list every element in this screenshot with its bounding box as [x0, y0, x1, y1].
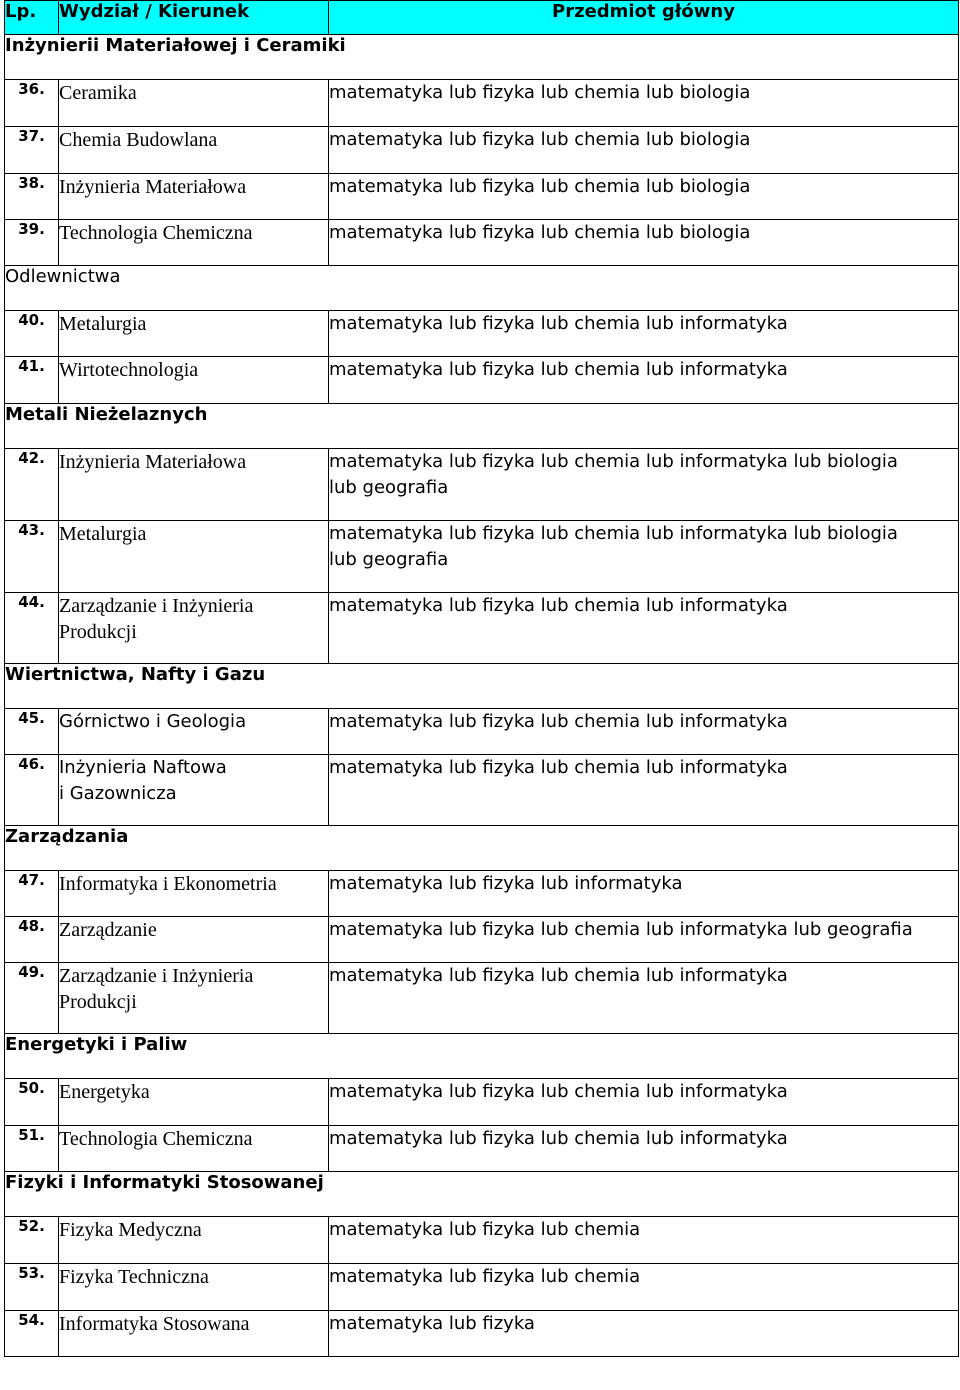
- row-number: 43.: [5, 521, 59, 593]
- table-row: [5, 449, 959, 521]
- row-number: 41.: [5, 357, 59, 404]
- kierunek-cell: [59, 220, 329, 266]
- section-title: Odlewnictwa: [5, 266, 959, 311]
- kierunek-text: Ceramika: [59, 82, 137, 104]
- kierunek-cell: [59, 593, 329, 664]
- section-row: [5, 404, 959, 449]
- przedmiot-text: matematyka lub fizyka lub chemia lub informatyka lub biologia: [329, 523, 898, 544]
- section-row: [5, 1172, 959, 1217]
- przedmiot-cell: [329, 220, 959, 266]
- row-number: 42.: [5, 449, 59, 521]
- section-row: [5, 35, 959, 80]
- kierunek-cell: [59, 1217, 329, 1264]
- przedmiot-cell: [329, 963, 959, 1034]
- table-row: [5, 1126, 959, 1172]
- przedmiot-cell: [329, 1079, 959, 1126]
- kierunek-text: Metalurgia: [59, 313, 147, 335]
- kierunek-text: Informatyka Stosowana: [59, 1313, 250, 1335]
- przedmiot-text: matematyka lub fizyka lub chemia lub biologia: [329, 82, 751, 103]
- przedmiot-cell: [329, 1126, 959, 1172]
- kierunek-cell: [59, 1311, 329, 1357]
- table-row: [5, 755, 959, 826]
- section-title: Fizyki i Informatyki Stosowanej: [5, 1172, 959, 1217]
- przedmiot-cell: [329, 593, 959, 664]
- row-number: 50.: [5, 1079, 59, 1126]
- kierunek-text: Technologia Chemiczna: [59, 1128, 253, 1150]
- row-number: 45.: [5, 709, 59, 755]
- przedmiot-text: matematyka lub fizyka lub chemia lub informatyka: [329, 359, 788, 380]
- przedmiot-cell: [329, 1264, 959, 1311]
- section-title: Metali Nieżelaznych: [5, 404, 959, 449]
- section-row: [5, 826, 959, 871]
- table-body: [5, 35, 959, 1357]
- kierunek-cell: [59, 311, 329, 357]
- kierunek-cell: [59, 871, 329, 917]
- przedmiot-text: matematyka lub fizyka lub informatyka: [329, 873, 683, 894]
- kierunek-cell: [59, 80, 329, 127]
- kierunek-text: Produkcji: [59, 991, 137, 1013]
- row-number: 48.: [5, 917, 59, 963]
- row-number: 47.: [5, 871, 59, 917]
- kierunek-text: i Gazownicza: [59, 783, 177, 804]
- row-number: 38.: [5, 174, 59, 220]
- kierunek-cell: [59, 174, 329, 220]
- row-number: 40.: [5, 311, 59, 357]
- header-lp: Lp.: [5, 1, 59, 35]
- kierunek-cell: [59, 917, 329, 963]
- table-row: [5, 1217, 959, 1264]
- section-title: Zarządzania: [5, 826, 959, 871]
- kierunek-text: Inżynieria Naftowa: [59, 757, 227, 778]
- przedmiot-text: lub geografia: [329, 477, 449, 498]
- kierunek-text: Fizyka Techniczna: [59, 1266, 209, 1288]
- kierunek-text: Fizyka Medyczna: [59, 1219, 202, 1241]
- przedmiot-text: matematyka lub fizyka lub chemia lub biologia: [329, 129, 751, 150]
- section-row: [5, 664, 959, 709]
- przedmiot-text: matematyka lub fizyka lub chemia lub informatyka: [329, 595, 788, 616]
- kierunek-cell: [59, 709, 329, 755]
- przedmiot-cell: [329, 449, 959, 521]
- przedmiot-text: matematyka lub fizyka lub chemia lub biologia: [329, 222, 751, 243]
- table-row: [5, 871, 959, 917]
- przedmiot-cell: [329, 917, 959, 963]
- kierunek-cell: [59, 521, 329, 593]
- row-number: 39.: [5, 220, 59, 266]
- row-number: 36.: [5, 80, 59, 127]
- table-row: [5, 963, 959, 1034]
- kierunek-text: Informatyka i Ekonometria: [59, 873, 277, 895]
- section-title: Energetyki i Paliw: [5, 1034, 959, 1079]
- table-row: [5, 311, 959, 357]
- kierunek-cell: [59, 357, 329, 404]
- table-row: [5, 80, 959, 127]
- row-number: 51.: [5, 1126, 59, 1172]
- kierunek-text: Zarządzanie i Inżynieria: [59, 965, 254, 987]
- programme-table: [4, 0, 959, 1357]
- przedmiot-text: matematyka lub fizyka lub chemia: [329, 1266, 641, 1287]
- row-number: 52.: [5, 1217, 59, 1264]
- table-row: [5, 917, 959, 963]
- kierunek-cell: [59, 127, 329, 174]
- section-title: Inżynierii Materiałowej i Ceramiki: [5, 35, 959, 80]
- table-row: [5, 1311, 959, 1357]
- przedmiot-text: matematyka lub fizyka lub chemia lub informatyka: [329, 313, 788, 334]
- przedmiot-text: matematyka lub fizyka lub chemia: [329, 1219, 641, 1240]
- kierunek-text: Zarządzanie: [59, 919, 157, 941]
- kierunek-cell: [59, 1126, 329, 1172]
- table-row: [5, 220, 959, 266]
- przedmiot-cell: [329, 127, 959, 174]
- table-header-row: [5, 1, 959, 35]
- kierunek-cell: [59, 1079, 329, 1126]
- header-kierunek: Wydział / Kierunek: [59, 1, 329, 35]
- table-row: [5, 127, 959, 174]
- kierunek-cell: [59, 1264, 329, 1311]
- kierunek-text: Technologia Chemiczna: [59, 222, 253, 244]
- row-number: 53.: [5, 1264, 59, 1311]
- section-title: Wiertnictwa, Nafty i Gazu: [5, 664, 959, 709]
- kierunek-text: Metalurgia: [59, 523, 147, 545]
- przedmiot-text: matematyka lub fizyka lub chemia lub informatyka lub geografia: [329, 919, 913, 940]
- header-przedmiot: Przedmiot główny: [329, 1, 959, 35]
- row-number: 44.: [5, 593, 59, 664]
- table-row: [5, 357, 959, 404]
- table-row: [5, 1264, 959, 1311]
- table-row: [5, 521, 959, 593]
- kierunek-cell: [59, 449, 329, 521]
- kierunek-text: Inżynieria Materiałowa: [59, 451, 247, 473]
- przedmiot-cell: [329, 1217, 959, 1264]
- przedmiot-text: matematyka lub fizyka: [329, 1313, 535, 1334]
- przedmiot-text: lub geografia: [329, 549, 449, 570]
- kierunek-text: Górnictwo i Geologia: [59, 711, 247, 732]
- przedmiot-cell: [329, 1311, 959, 1357]
- section-row: [5, 1034, 959, 1079]
- przedmiot-text: matematyka lub fizyka lub chemia lub informatyka lub biologia: [329, 451, 898, 472]
- przedmiot-text: matematyka lub fizyka lub chemia lub informatyka: [329, 965, 788, 986]
- row-number: 54.: [5, 1311, 59, 1357]
- row-number: 49.: [5, 963, 59, 1034]
- przedmiot-text: matematyka lub fizyka lub chemia lub informatyka: [329, 711, 788, 732]
- row-number: 46.: [5, 755, 59, 826]
- przedmiot-cell: [329, 871, 959, 917]
- przedmiot-text: matematyka lub fizyka lub chemia lub informatyka: [329, 1128, 788, 1149]
- kierunek-text: Energetyka: [59, 1081, 150, 1103]
- kierunek-text: Chemia Budowlana: [59, 129, 218, 151]
- table-row: [5, 593, 959, 664]
- section-row: [5, 266, 959, 311]
- table-row: [5, 174, 959, 220]
- przedmiot-cell: [329, 174, 959, 220]
- przedmiot-cell: [329, 311, 959, 357]
- przedmiot-cell: [329, 357, 959, 404]
- przedmiot-text: matematyka lub fizyka lub chemia lub informatyka: [329, 757, 788, 778]
- kierunek-text: Zarządzanie i Inżynieria: [59, 595, 254, 617]
- przedmiot-cell: [329, 709, 959, 755]
- kierunek-text: Wirtotechnologia: [59, 359, 199, 381]
- kierunek-cell: [59, 755, 329, 826]
- przedmiot-text: matematyka lub fizyka lub chemia lub informatyka: [329, 1081, 788, 1102]
- row-number: 37.: [5, 127, 59, 174]
- przedmiot-cell: [329, 521, 959, 593]
- table-row: [5, 709, 959, 755]
- przedmiot-text: matematyka lub fizyka lub chemia lub biologia: [329, 176, 751, 197]
- przedmiot-cell: [329, 755, 959, 826]
- kierunek-text: Inżynieria Materiałowa: [59, 176, 247, 198]
- kierunek-text: Produkcji: [59, 621, 137, 643]
- kierunek-cell: [59, 963, 329, 1034]
- przedmiot-cell: [329, 80, 959, 127]
- table-row: [5, 1079, 959, 1126]
